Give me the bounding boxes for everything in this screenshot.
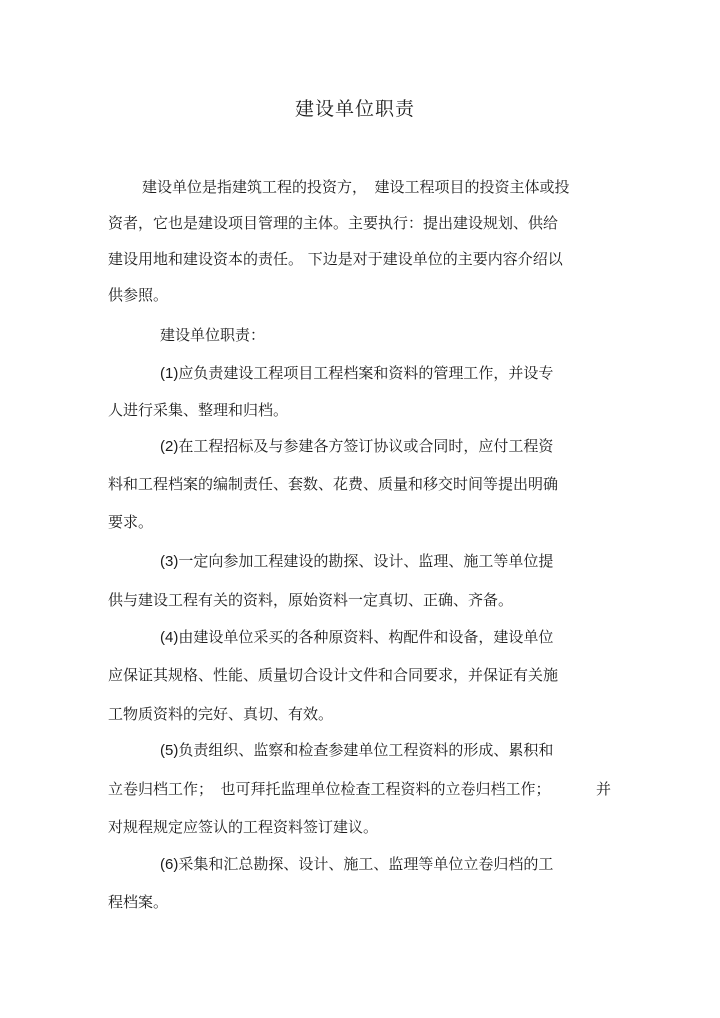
list-item-line: 程档案。 bbox=[108, 893, 169, 911]
list-item-first-line bbox=[160, 628, 553, 647]
item-text: 由建设单位采买的各种原资料、构配件和设备，建设单位 bbox=[178, 628, 554, 646]
item-text: 采集和汇总勘探、设计、施工、监理等单位立卷归档的工 bbox=[178, 855, 554, 873]
item-number: (2) bbox=[160, 438, 179, 455]
list-item-line: 立卷归档工作； 也可拜托监理单位检查工程资料的立卷归档工作； bbox=[108, 780, 551, 798]
list-item-first-line bbox=[160, 552, 553, 571]
item-text: 应负责建设工程项目工程档案和资料的管理工作，并设专 bbox=[178, 364, 554, 382]
item-number: (4) bbox=[160, 629, 179, 646]
list-item-line: 应保证其规格、性能、质量切合设计文件和合同要求，并保证有关施 bbox=[108, 666, 559, 684]
intro-line: 建设用地和建设资本的责任。 下边是对于建设单位的主要内容介绍以 bbox=[108, 250, 563, 268]
list-item-line: 对规程规定应签认的工程资料签订建议。 bbox=[108, 818, 379, 836]
list-item-first-line bbox=[160, 364, 553, 383]
item-text: 一定向参加工程建设的勘探、设计、监理、施工等单位提 bbox=[178, 552, 554, 570]
list-item-first-line bbox=[160, 855, 553, 874]
list-item-trailing-char: 并 bbox=[596, 780, 612, 798]
section-heading: 建设单位职责： bbox=[160, 326, 266, 344]
list-item-line: 人进行采集、整理和归档。 bbox=[108, 401, 289, 419]
list-item-line: 要求。 bbox=[108, 513, 154, 531]
document-title: 建设单位职责 bbox=[294, 98, 415, 120]
list-item-first-line bbox=[160, 437, 553, 456]
item-number: (5) bbox=[160, 742, 179, 759]
intro-line: 建设单位是指建筑工程的投资方， 建设工程项目的投资主体或投 bbox=[142, 178, 570, 196]
item-text: 负责组织、监察和检查参建单位工程资料的形成、累积和 bbox=[178, 741, 554, 759]
list-item-line: 工物质资料的完好、真切、有效。 bbox=[108, 705, 334, 723]
item-text: 在工程招标及与参建各方签订协议或合同时，应付工程资 bbox=[178, 437, 554, 455]
item-number: (1) bbox=[160, 365, 179, 382]
list-item-first-line bbox=[160, 741, 553, 760]
intro-line: 资者，它也是建设项目管理的主体。主要执行：提出建设规划、供给 bbox=[108, 214, 559, 232]
item-number: (6) bbox=[160, 856, 179, 873]
list-item-line: 料和工程档案的编制责任、套数、花费、质量和移交时间等提出明确 bbox=[108, 475, 559, 493]
item-number: (3) bbox=[160, 553, 179, 570]
list-item-line: 供与建设工程有关的资料，原始资料一定真切、正确、齐备。 bbox=[108, 591, 514, 609]
intro-line: 供参照。 bbox=[108, 286, 169, 304]
